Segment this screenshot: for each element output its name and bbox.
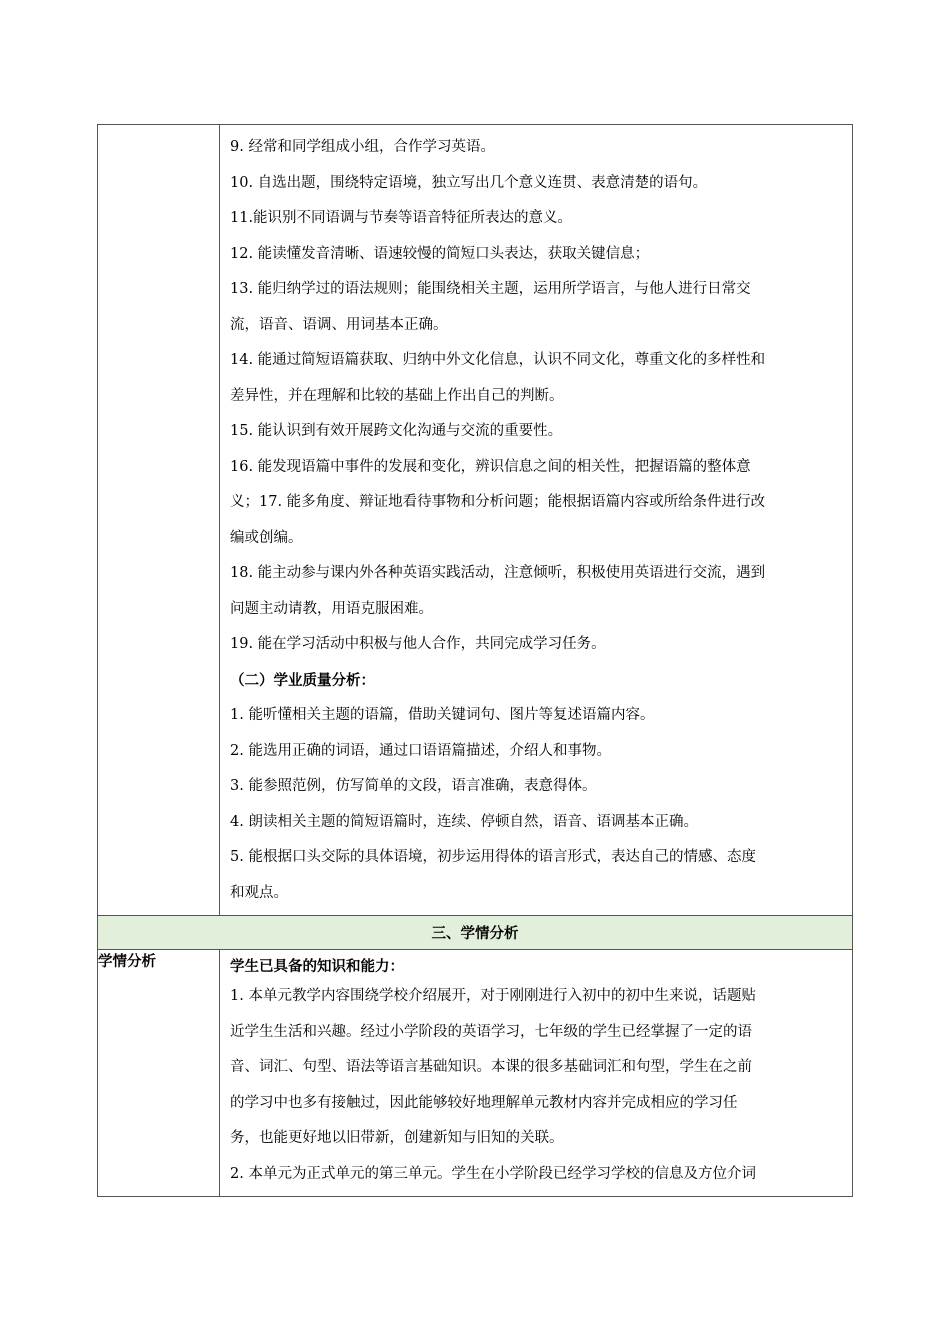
text-line: 差异性，并在理解和比较的基础上作出自己的判断。	[230, 387, 564, 404]
text-line: 9. 经常和同学组成小组，合作学习英语。	[230, 139, 495, 155]
analysis-heading: 学生已具备的知识和能力：	[230, 958, 404, 975]
text-line: 10. 自选出题，围绕特定语境，独立写出几个意义连贯、表意清楚的语句。	[230, 174, 708, 191]
text-line: 务，也能更好地以旧带新，创建新知与旧知的关联。	[230, 1130, 564, 1146]
text-line: 4. 朗读相关主题的简短语篇时，连续、停顿自然，语音、语调基本正确。	[230, 813, 698, 830]
text-line: 5. 能根据口头交际的具体语境，初步运用得体的语言形式，表达自己的情感、态度	[230, 849, 756, 865]
text-line: 和观点。	[230, 884, 288, 901]
text-line: 义；17. 能多角度、辩证地看待事物和分析问题；能根据语篇内容或所给条件进行改	[230, 494, 766, 510]
text-line: 13. 能归纳学过的语法规则；能围绕相关主题，运用所学语言，与他人进行日常交	[230, 281, 751, 297]
text-line: 2. 能选用正确的词语，通过口语语篇描述，介绍人和事物。	[230, 742, 611, 759]
text-line: 3. 能参照范例，仿写简单的文段，语言准确，表意得体。	[230, 778, 597, 794]
text-line: 19. 能在学习活动中积极与他人合作，共同完成学习任务。	[230, 636, 606, 652]
text-line: 12. 能读懂发音清晰、语速较慢的简短口头表达，获取关键信息；	[230, 245, 650, 262]
row-label: 学情分析	[98, 950, 220, 1197]
section-header-row	[98, 916, 853, 950]
quality-heading: （二）学业质量分析：	[230, 671, 375, 689]
objectives-list	[230, 130, 842, 663]
text-line: 16. 能发现语篇中事件的发展和变化，辨识信息之间的相关性，把握语篇的整体意	[230, 458, 751, 475]
text-line: 问题主动请教，用语克服困难。	[230, 600, 433, 617]
text-line: 14. 能通过简短语篇获取、归纳中外文化信息，认识不同文化，尊重文化的多样性和	[230, 352, 766, 368]
text-line: 的学习中也多有接触过，因此能够较好地理解单元教材内容并完成相应的学习任	[230, 1094, 738, 1111]
standards-cell	[220, 125, 853, 916]
text-line: 1. 本单元教学内容围绕学校介绍展开，对于刚刚进行入初中的初中生来说，话题贴	[230, 988, 756, 1004]
text-line: 编或创编。	[230, 529, 303, 546]
text-line: 15. 能认识到有效开展跨文化沟通与交流的重要性。	[230, 423, 563, 439]
quality-list	[230, 698, 842, 911]
text-line: 近学生生活和兴趣。经过小学阶段的英语学习，七年级的学生已经掌握了一定的语	[230, 1023, 752, 1040]
analysis-list	[230, 979, 842, 1192]
text-line: 2. 本单元为正式单元的第三单元。学生在小学阶段已经学习学校的信息及方位介词	[230, 1165, 756, 1182]
text-line: 18. 能主动参与课内外各种英语实践活动，注意倾听，积极使用英语进行交流，遇到	[230, 565, 766, 581]
lesson-plan-table	[97, 124, 853, 1197]
text-line: 11.能识别不同语调与节奏等语音特征所表达的意义。	[230, 210, 573, 226]
analysis-cell	[220, 950, 853, 1197]
text-line: 音、词汇、句型、语法等语言基础知识。本课的很多基础词汇和句型，学生在之前	[230, 1059, 752, 1075]
section-title: 三、学情分析	[98, 916, 853, 950]
standards-row	[98, 125, 853, 916]
text-line: 1. 能听懂相关主题的语篇，借助关键词句、图片等复述语篇内容。	[230, 707, 655, 723]
empty-label-cell	[98, 125, 220, 916]
analysis-row	[98, 950, 853, 1197]
text-line: 流，语音、语调、用词基本正确。	[230, 316, 448, 333]
